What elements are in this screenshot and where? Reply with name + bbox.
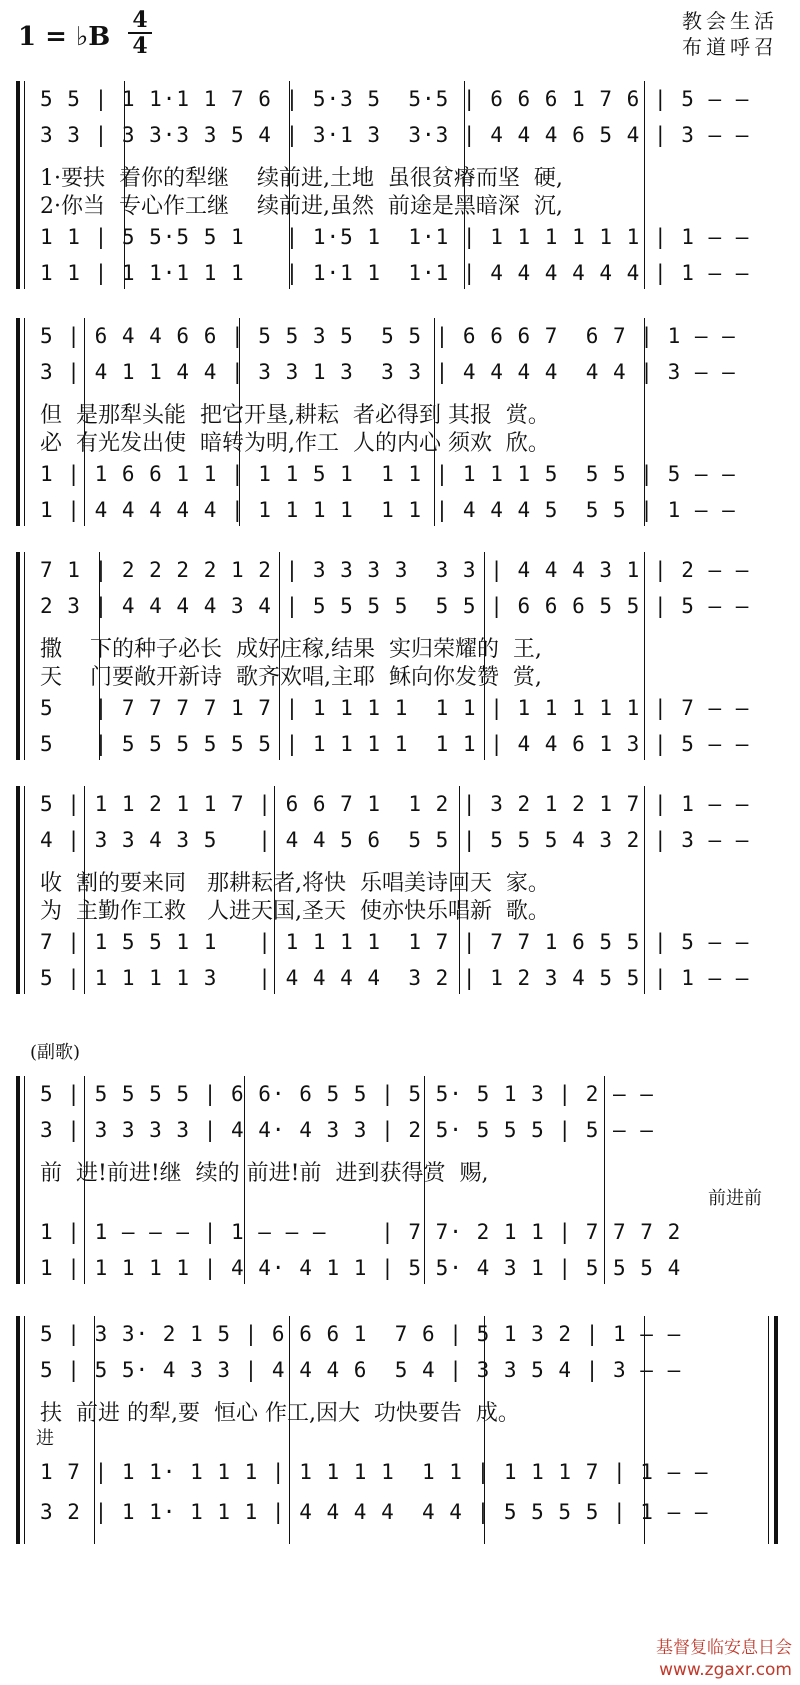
tenor-line: 1 | 1 — — — | 1 — — — | 7 7· 2 1 1 | 7 7 7 2 bbox=[40, 1220, 682, 1244]
score-system-2 bbox=[14, 312, 790, 532]
echo-lyric: 前进前 bbox=[708, 1188, 762, 1209]
tenor-line: 1 7 | 1 1· 1 1 1 | 1 1 1 1 1 1 | 1 1 1 7 | 1 — — bbox=[40, 1460, 709, 1484]
system-brace bbox=[16, 81, 20, 289]
score-system-6 bbox=[14, 1310, 790, 1550]
alto-line: 3 | 3 3 3 3 | 4 4· 4 3 3 | 2 5· 5 5 5 | 5 — — bbox=[40, 1118, 654, 1142]
soprano-line: 7 1 | 2 2 2 2 1 2 | 3 3 3 3 3 3 | 4 4 4 3 1 | 2 — — bbox=[40, 558, 750, 582]
system-brace-thin bbox=[24, 318, 25, 526]
hymn-category bbox=[682, 8, 778, 60]
meter-top: 4 bbox=[132, 7, 148, 33]
echo-lyric: 进 bbox=[36, 1428, 54, 1449]
key-signature: 1 = ♭B bbox=[18, 22, 111, 52]
score-system-4 bbox=[14, 780, 790, 1000]
soprano-line: 5 | 6 4 4 6 6 | 5 5 3 5 5 5 | 6 6 6 7 6 7 | 1 — — bbox=[40, 324, 736, 348]
score-system-5 bbox=[14, 1070, 790, 1290]
bass-line: 3 2 | 1 1· 1 1 1 | 4 4 4 4 4 4 | 5 5 5 5 | 1 — — bbox=[40, 1500, 709, 1524]
lyric-verse-1: 但 是那犁头能 把它开垦,耕耘 者必得到 其报 赏。 bbox=[40, 403, 550, 428]
lyric-verse-2: 天 门要敞开新诗 歌齐欢唱,主耶 稣向你发赞 赏, bbox=[40, 665, 542, 690]
score-system-1 bbox=[14, 75, 790, 295]
soprano-line: 5 | 1 1 2 1 1 7 | 6 6 7 1 1 2 | 3 2 1 2 1 7 | 1 — — bbox=[40, 792, 750, 816]
alto-line: 2 3 | 4 4 4 4 3 4 | 5 5 5 5 5 5 | 6 6 6 5 5 | 5 — — bbox=[40, 594, 750, 618]
watermark-line1: 基督复临安息日会 bbox=[656, 1638, 792, 1658]
bass-line: 5 | 1 1 1 1 3 | 4 4 4 4 3 2 | 1 2 3 4 5 5 | 1 — — bbox=[40, 966, 750, 990]
lyric-verse-2: 2·你当 专心作工继 续前进,虽然 前途是黑暗深 沉, bbox=[40, 194, 563, 219]
lyric-verse-1: 撒 下的种子必长 成好庄稼,结果 实归荣耀的 王, bbox=[40, 637, 542, 662]
watermark bbox=[656, 1637, 792, 1681]
system-brace-thin bbox=[24, 1316, 25, 1544]
system-brace bbox=[16, 1316, 20, 1544]
system-brace-thin bbox=[24, 552, 25, 760]
watermark-line2: www.zgaxr.com bbox=[659, 1660, 792, 1680]
time-signature bbox=[128, 8, 152, 58]
score-system-3 bbox=[14, 546, 790, 766]
bass-line: 1 1 | 1 1·1 1 1 | 1·1 1 1·1 | 4 4 4 4 4 4 | 1 — — bbox=[40, 261, 750, 285]
meter-bottom: 4 bbox=[132, 33, 148, 59]
lyric-chorus: 前 进!前进!继 续的 前进!前 进到获得赏 赐, bbox=[40, 1161, 489, 1186]
system-brace-thin bbox=[24, 81, 25, 289]
system-brace bbox=[16, 1076, 20, 1284]
lyric-verse-2: 必 有光发出使 暗转为明,作工 人的内心 须欢 欣。 bbox=[40, 431, 550, 456]
soprano-line: 5 | 3 3· 2 1 5 | 6 6 6 1 7 6 | 5 1 3 2 | 1 — — bbox=[40, 1322, 682, 1346]
system-brace-thin bbox=[24, 786, 25, 994]
system-brace bbox=[16, 552, 20, 760]
alto-line: 4 | 3 3 4 3 5 | 4 4 5 6 5 5 | 5 5 5 4 3 2 | 3 — — bbox=[40, 828, 750, 852]
tenor-line: 7 | 1 5 5 1 1 | 1 1 1 1 1 7 | 7 7 1 6 5 5 | 5 — — bbox=[40, 930, 750, 954]
alto-line: 3 | 4 1 1 4 4 | 3 3 1 3 3 3 | 4 4 4 4 4 4 | 3 — — bbox=[40, 360, 736, 384]
soprano-line: 5 | 5 5 5 5 | 6 6· 6 5 5 | 5 5· 5 1 3 | 2 — — bbox=[40, 1082, 654, 1106]
alto-line: 5 | 5 5· 4 3 3 | 4 4 4 6 5 4 | 3 3 5 4 | 3 — — bbox=[40, 1358, 682, 1382]
tenor-line: 1 1 | 5 5·5 5 1 | 1·5 1 1·1 | 1 1 1 1 1 1 | 1 — — bbox=[40, 225, 750, 249]
system-brace bbox=[16, 318, 20, 526]
category-line1: 教会生活 bbox=[682, 9, 778, 33]
system-brace-thin bbox=[24, 1076, 25, 1284]
tenor-line: 1 | 1 6 6 1 1 | 1 1 5 1 1 1 | 1 1 1 5 5 5 | 5 — — bbox=[40, 462, 736, 486]
lyric-verse-1: 1·要扶 着你的犁继 续前进,土地 虽很贫瘠而坚 硬, bbox=[40, 166, 563, 191]
category-line2: 布道呼召 bbox=[682, 35, 778, 59]
tenor-line: 5 | 7 7 7 7 1 7 | 1 1 1 1 1 1 | 1 1 1 1 1 | 7 — — bbox=[40, 696, 750, 720]
soprano-line: 5 5 | 1 1·1 1 7 6 | 5·3 5 5·5 | 6 6 6 1 7 6 | 5 — — bbox=[40, 87, 750, 111]
alto-line: 3 3 | 3 3·3 3 5 4 | 3·1 3 3·3 | 4 4 4 6 5 4 | 3 — — bbox=[40, 123, 750, 147]
bass-line: 1 | 4 4 4 4 4 | 1 1 1 1 1 1 | 4 4 4 5 5 5 | 1 — — bbox=[40, 498, 736, 522]
bass-line: 1 | 1 1 1 1 | 4 4· 4 1 1 | 5 5· 4 3 1 | 5 5 5 4 bbox=[40, 1256, 682, 1280]
chorus-label: (副歌) bbox=[30, 1042, 81, 1063]
lyric-verse-2: 为 主勤作工救 人进天国,圣天 使亦快乐唱新 歌。 bbox=[40, 899, 550, 924]
bass-line: 5 | 5 5 5 5 5 5 | 1 1 1 1 1 1 | 4 4 6 1 3 | 5 — — bbox=[40, 732, 750, 756]
lyric-chorus: 扶 前进 的犁,要 恒心 作工,因大 功快要告 成。 bbox=[40, 1401, 520, 1426]
lyric-verse-1: 收 割的要来同 那耕耘者,将快 乐唱美诗回天 家。 bbox=[40, 871, 550, 896]
system-brace bbox=[16, 786, 20, 994]
